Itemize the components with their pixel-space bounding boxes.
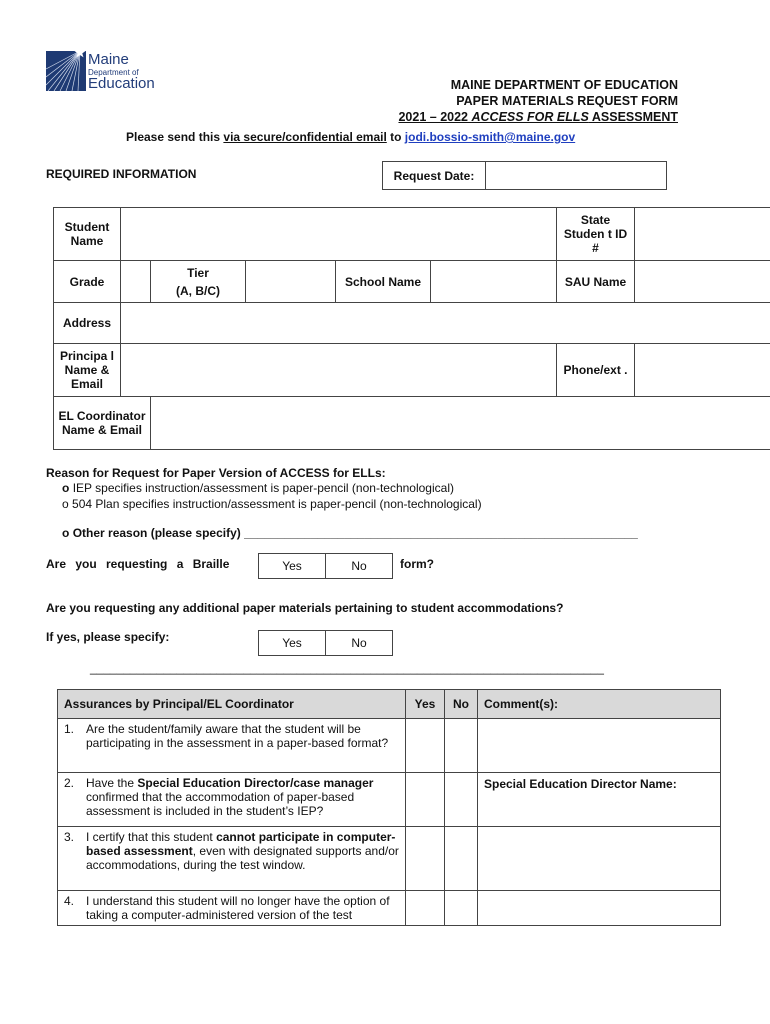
item-number: 3. — [64, 830, 75, 844]
header-title-3 — [398, 109, 678, 125]
braille-question-end: form? — [400, 557, 434, 571]
tier-label-line2: (A, B/C) — [176, 283, 220, 298]
assurance-3-no[interactable] — [445, 827, 478, 891]
comments-column-header: Comment(s): — [478, 690, 721, 719]
tier-field[interactable] — [246, 261, 336, 303]
student-name-field[interactable] — [121, 208, 557, 261]
grade-field[interactable] — [121, 261, 151, 303]
tier-label-line1: Tier — [187, 265, 209, 280]
state-student-id-label: State Studen t ID # — [557, 208, 635, 261]
header-access-for-ells: ACCESS FOR ELLS — [471, 110, 589, 124]
table-row — [58, 773, 721, 827]
logo-department: Department of — [88, 68, 139, 77]
assurance-1-comment[interactable] — [478, 719, 721, 773]
braille-no-option[interactable]: No — [326, 554, 393, 579]
send-mid: to — [386, 130, 405, 144]
assurance-3-comment[interactable] — [478, 827, 721, 891]
assurance-text-1 — [86, 722, 399, 750]
assurance-text-2-bold: Special Education Director/case manager — [137, 776, 374, 790]
item-number: 2. — [64, 776, 75, 790]
assurance-text-3-post: , even with designated supports and/or accommodations, during the test window. — [86, 844, 399, 872]
sau-name-label: SAU Name — [557, 261, 635, 303]
star-rays-logo-icon — [46, 47, 86, 91]
item-number: 4. — [64, 894, 75, 908]
principal-field[interactable] — [121, 344, 557, 397]
school-name-label: School Name — [336, 261, 431, 303]
braille-question-start: Are you requesting a Braille — [46, 557, 230, 571]
braille-yes-no — [258, 553, 393, 579]
table-row — [58, 827, 721, 891]
assurances-table — [57, 689, 721, 926]
assurance-text-4 — [86, 894, 399, 922]
assurance-3-yes[interactable] — [406, 827, 445, 891]
tier-label — [151, 261, 246, 303]
student-name-label: Student Name — [54, 208, 121, 261]
sau-name-field[interactable] — [635, 261, 770, 303]
reason-option-504[interactable] — [62, 497, 482, 511]
specify-line[interactable]: _____________________________________________________________________________ — [90, 661, 604, 675]
phone-ext-field[interactable] — [635, 344, 770, 397]
table-row — [58, 891, 721, 926]
assurance-4-no[interactable] — [445, 891, 478, 926]
assurance-2-no[interactable] — [445, 773, 478, 827]
logo-education: Education — [88, 75, 155, 92]
assurance-text-1-pre: Are the student/family aware that the student will be participating in the assessment in a paper-based format? — [86, 722, 389, 750]
request-date-field[interactable] — [486, 162, 667, 190]
grade-label: Grade — [54, 261, 121, 303]
logo-maine: Maine — [88, 51, 129, 68]
if-yes-specify-label: If yes, please specify: — [46, 630, 170, 644]
el-coordinator-field[interactable] — [151, 397, 770, 450]
reason-option-iep[interactable] — [62, 481, 454, 495]
header-title-1: MAINE DEPARTMENT OF EDUCATION — [450, 78, 678, 92]
required-info-label: REQUIRED INFORMATION — [46, 167, 197, 181]
additional-yes-option[interactable]: Yes — [259, 631, 326, 656]
assurance-text-3-bold: cannot participate in computer-based assessment — [86, 830, 396, 858]
checkbox-icon: o — [62, 497, 69, 511]
assurance-1-no[interactable] — [445, 719, 478, 773]
checkbox-icon: o — [62, 526, 70, 540]
assurance-text-2-pre: Have the — [86, 776, 138, 790]
maine-doe-logo — [46, 47, 166, 93]
sped-director-name-label[interactable]: Special Education Director Name: — [478, 773, 721, 827]
reason-option-other-text: Other reason (please specify) ___________________________________________________________ — [72, 526, 638, 540]
reason-option-iep-text: IEP specifies instruction/assessment is paper-pencil (non-technological) — [72, 481, 454, 495]
braille-yes-option[interactable]: Yes — [259, 554, 326, 579]
reason-title: Reason for Request for Paper Version of ACCESS for ELLs: — [46, 466, 386, 480]
header-title-2: PAPER MATERIALS REQUEST FORM — [456, 94, 678, 108]
assurance-4-comment[interactable] — [478, 891, 721, 926]
no-column-header: No — [445, 690, 478, 719]
address-label: Address — [54, 303, 121, 344]
assurance-text-2-post: confirmed that the accommodation of paper-based assessment is included in the student’s IEP? — [86, 790, 355, 818]
request-date-label: Request Date: — [383, 162, 486, 190]
email-link[interactable]: jodi.bossio-smith@maine.gov — [404, 130, 576, 144]
send-method: via secure/confidential email — [223, 130, 387, 144]
assurance-text-3 — [86, 830, 399, 872]
request-date-box — [382, 161, 667, 190]
address-field[interactable] — [121, 303, 770, 344]
yes-column-header: Yes — [406, 690, 445, 719]
table-row — [58, 719, 721, 773]
phone-ext-label: Phone/ext . — [557, 344, 635, 397]
additional-yes-no — [258, 630, 393, 656]
school-name-field[interactable] — [431, 261, 557, 303]
send-instructions — [126, 130, 575, 144]
assurance-text-4-pre: I understand this student will no longer have the option of taking a computer-administered version of the test — [86, 894, 390, 922]
header-assessment: ASSESSMENT — [588, 110, 678, 124]
header-year: 2021 – 2022 — [398, 110, 472, 124]
assurance-2-yes[interactable] — [406, 773, 445, 827]
assurance-1-yes[interactable] — [406, 719, 445, 773]
reason-option-other[interactable] — [62, 526, 638, 540]
assurances-header: Assurances by Principal/EL Coordinator — [58, 690, 406, 719]
reason-option-504-text: 504 Plan specifies instruction/assessment is paper-pencil (non-technological) — [72, 497, 482, 511]
additional-no-option[interactable]: No — [326, 631, 393, 656]
state-student-id-field[interactable] — [635, 208, 770, 261]
el-coordinator-label: EL Coordinator Name & Email — [54, 397, 151, 450]
checkbox-icon: o — [62, 481, 70, 495]
assurance-text-3-pre: I certify that this student — [86, 830, 217, 844]
assurance-4-yes[interactable] — [406, 891, 445, 926]
assurance-text-2 — [86, 776, 399, 818]
additional-materials-question: Are you requesting any additional paper materials pertaining to student accommodations? — [46, 601, 564, 615]
principal-label: Principa l Name & Email — [54, 344, 121, 397]
item-number: 1. — [64, 722, 75, 736]
send-prefix: Please send this — [126, 130, 224, 144]
student-info-table — [53, 207, 770, 450]
